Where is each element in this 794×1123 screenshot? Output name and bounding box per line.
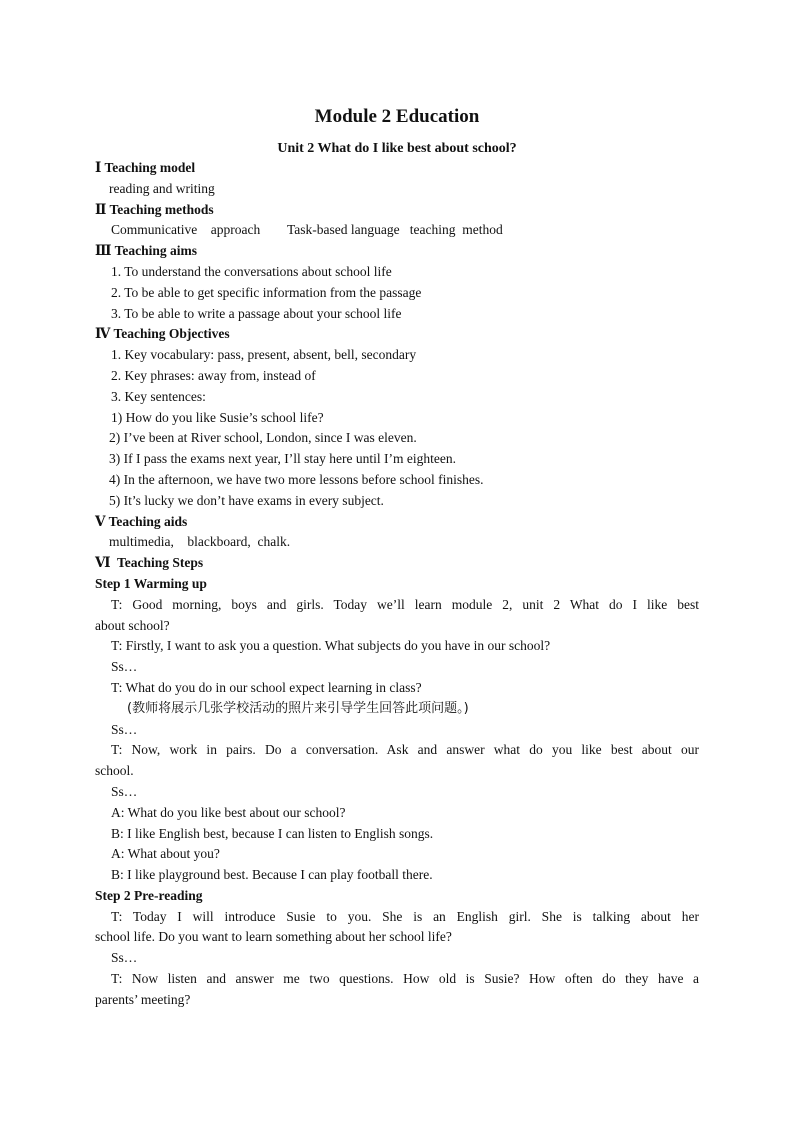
section-heading-model: Ⅰ Teaching model	[95, 160, 196, 175]
objective-item: 1. Key vocabulary: pass, present, absent, bell, secondary	[111, 347, 417, 363]
dialog-line: A: What do you like best about our school?	[111, 804, 346, 820]
step1-line: T: Firstly, I want to ask you a question. What subjects do you have in our school?	[111, 638, 551, 654]
chinese-note: (教师将展示几张学校活动的照片来引导学生回答此项问题。)	[127, 700, 469, 716]
document-body	[95, 158, 699, 1011]
student-response: Ss…	[111, 783, 138, 799]
key-sentence: 4) In the afternoon, we have two more lessons before school finishes.	[109, 471, 484, 487]
step2-line: T: Today I will introduce Susie to you. She is an English girl. She is talking about her	[111, 908, 699, 924]
step1-heading: Step 1 Warming up	[95, 575, 207, 591]
objective-item: 3. Key sentences:	[111, 388, 206, 404]
dialog-line: B: I like English best, because I can listen to English songs.	[111, 825, 434, 841]
aids-text: multimedia, blackboard, chalk.	[109, 534, 291, 550]
document-title: Module 2 Education	[314, 106, 480, 127]
dialog-line: A: What about you?	[111, 846, 220, 862]
step2-line: school life. Do you want to learn something about her school life?	[95, 929, 452, 945]
key-sentence: 3) If I pass the exams next year, I’ll stay here until I’m eighteen.	[109, 451, 456, 467]
aim-item: 1. To understand the conversations about school life	[111, 263, 392, 279]
step2-heading: Step 2 Pre-reading	[95, 887, 203, 903]
step1-line: T: Now, work in pairs. Do a conversation. Ask and answer what do you like best about our	[111, 742, 699, 758]
section-heading-aims: Ⅲ Teaching aims	[95, 243, 197, 259]
student-response: Ss…	[111, 721, 138, 737]
student-response: Ss…	[111, 659, 138, 675]
model-text: reading and writing	[109, 180, 215, 196]
aim-item: 3. To be able to write a passage about your school life	[111, 305, 402, 321]
document-subtitle: Unit 2 What do I like best about school?	[277, 141, 517, 156]
key-sentence: 1) How do you like Susie’s school life?	[111, 409, 324, 425]
step1-line: T: What do you do in our school expect learning in class?	[111, 679, 422, 695]
methods-text: Communicative approach Task-based language teaching method	[111, 222, 503, 238]
objective-item: 2. Key phrases: away from, instead of	[111, 367, 316, 383]
key-sentence: 5) It’s lucky we don’t have exams in every subject.	[109, 492, 384, 508]
step1-line: school.	[95, 763, 134, 779]
step2-line: parents’ meeting?	[95, 991, 191, 1007]
student-response: Ss…	[111, 950, 138, 966]
dialog-line: B: I like playground best. Because I can play football there.	[111, 867, 433, 883]
section-heading-objectives: Ⅳ Teaching Objectives	[95, 326, 230, 342]
step2-line: T: Now listen and answer me two questions. How old is Susie? How often do they have a	[111, 971, 699, 987]
section-heading-methods: Ⅱ Teaching methods	[95, 201, 214, 217]
step1-line: about school?	[95, 617, 170, 633]
aim-item: 2. To be able to get specific information from the passage	[111, 284, 422, 300]
section-heading-aids: Ⅴ Teaching aids	[95, 513, 188, 529]
step1-line: T: Good morning, boys and girls. Today we’ll learn module 2, unit 2 What do I like best	[111, 596, 699, 612]
key-sentence: 2) I’ve been at River school, London, since I was eleven.	[109, 430, 417, 446]
section-heading-steps: Ⅵ Teaching Steps	[95, 555, 204, 571]
